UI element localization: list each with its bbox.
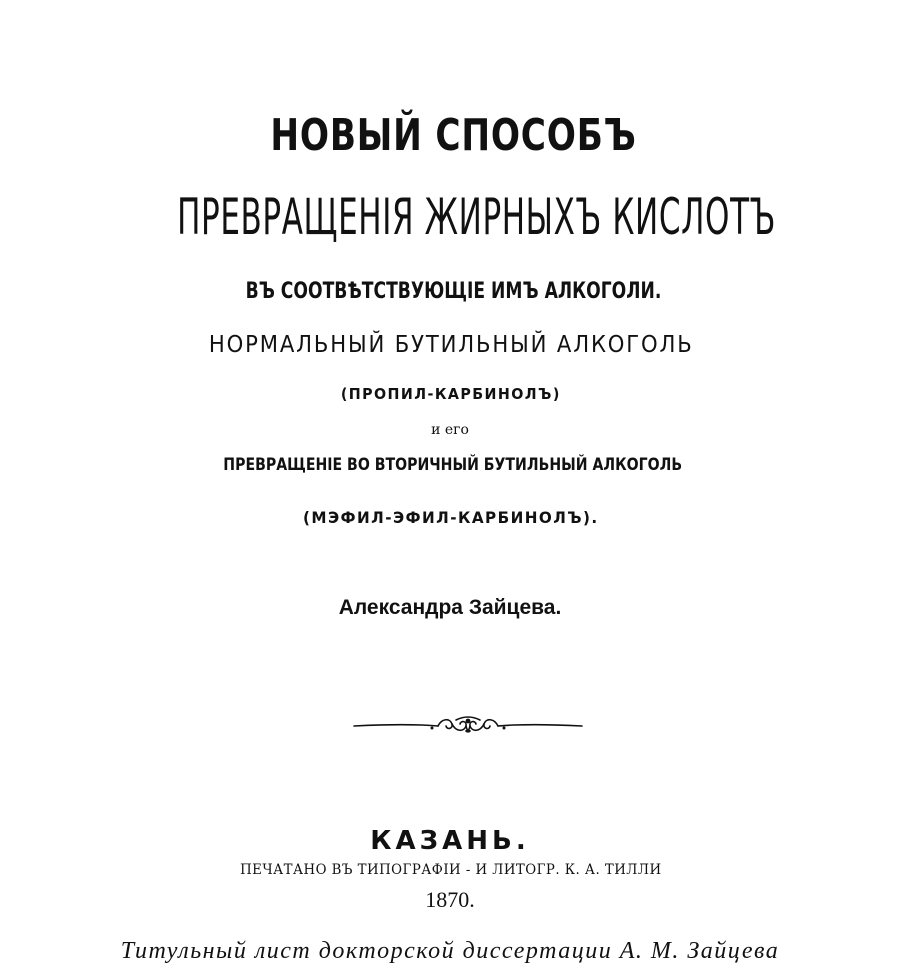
city: КАЗАНЬ. [370,826,530,856]
printer-line: ПЕЧАТАНО ВЪ ТИПОГРАФІИ - И ЛИТОГР. К. А. ТИЛЛИ [240,862,662,878]
subtitle-line-7: ПРЕВРАЩЕНІЕ ВО ВТОРИЧНЫЙ БУТИЛЬНЫЙ АЛКОГОЛЬ [223,455,683,475]
figure-caption: Титульный лист докторской диссертации А. М. Зайцева [120,938,780,964]
subtitle-line-3: ВЪ СООТВѢТСТВУЮЩІЕ ИМЪ АЛКОГОЛИ. [245,279,662,304]
subtitle-line-5: (ПРОПИЛ-КАРБИНОЛЪ) [340,385,561,403]
publication-year: 1870. [425,887,475,912]
subtitle-line-8: (МЭФИЛ-ЭФИЛ-КАРБИНОЛЪ). [303,508,599,527]
title-line-2: ПРЕВРАЩЕНІЯ ЖИРНЫХЪ КИСЛОТЪ [177,188,777,246]
title-line-1: НОВЫЙ СПОСОБЪ [270,110,637,161]
subtitle-line-6: и его [431,422,469,438]
author-name: Александра Зайцева. [338,596,562,619]
ornament-divider [352,712,584,740]
subtitle-line-4: НОРМАЛЬНЫЙ БУТИЛЬНЫЙ АЛКОГОЛЬ [208,332,694,358]
